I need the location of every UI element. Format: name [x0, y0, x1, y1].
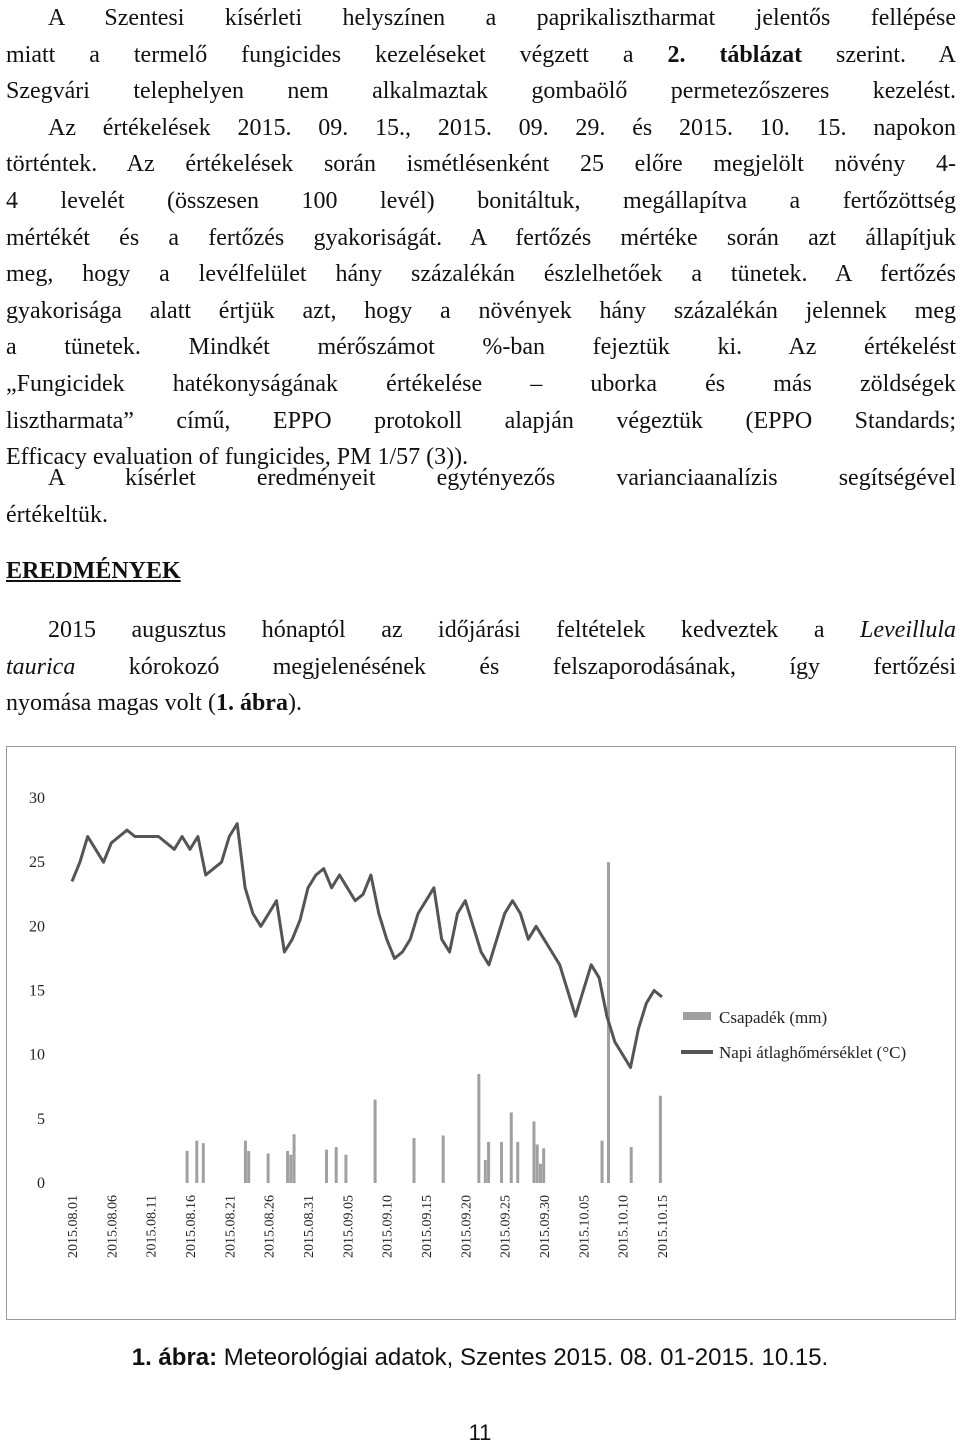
y-tick-label: 15: [29, 982, 45, 1000]
precipitation-bar: [286, 1151, 289, 1183]
x-axis: [66, 1195, 671, 1258]
precipitation-bar: [659, 1096, 662, 1183]
precipitation-bar: [487, 1142, 490, 1183]
precipitation-bar: [325, 1150, 328, 1183]
precipitation-bar: [532, 1121, 535, 1183]
text-run: gyakorisága alatt értjük azt, hogy a növények hány százalékán jelennek meg: [6, 297, 956, 324]
temperature-line-group: [72, 824, 662, 1068]
y-tick-label: 0: [37, 1175, 45, 1192]
text-run: Szegvári telephelyen nem alkalmaztak gombaölő permetezőszeres kezelést.: [6, 78, 956, 105]
y-tick-label: 20: [29, 918, 45, 936]
text-run: 4 levelét (összesen 100 levél) bonitáltuk, megállapítva a fertőzöttség: [6, 187, 956, 214]
text-run: mértékét és a fertőzés gyakoriságát. A fertőzés mértéke során azt állapítjuk: [6, 224, 956, 251]
text-line: [6, 293, 956, 330]
x-tick-label: 2015.08.21: [223, 1195, 239, 1258]
x-tick-label: 2015.08.16: [184, 1195, 199, 1258]
x-tick-label: 2015.09.05: [341, 1195, 357, 1258]
x-tick-label: 2015.10.15: [656, 1195, 671, 1258]
precipitation-bar: [247, 1151, 250, 1183]
precipitation-bar: [484, 1160, 487, 1183]
text-line: [6, 366, 956, 403]
x-tick-label: 2015.09.30: [538, 1195, 553, 1258]
text-run: Az értékelések 2015. 09. 15., 2015. 09. 29. és 2015. 10. 15. napokon: [48, 114, 956, 141]
italic-species-epithet: taurica: [6, 653, 76, 680]
precipitation-bar: [195, 1141, 198, 1183]
paragraph-analysis: [6, 460, 956, 533]
text-line: [6, 403, 956, 440]
precipitation-bars: [186, 862, 662, 1183]
text-run: meg, hogy a levélfelület hány százalékán észlelhetőek a tünetek. A fertőzés: [6, 261, 956, 288]
figure-reference: 1. ábra: [215, 690, 288, 717]
text-line: [6, 183, 956, 220]
precipitation-bar: [539, 1164, 542, 1183]
text-line: [6, 73, 956, 110]
text-run: „Fungicidek hatékonyságának értékelése – uborka és más zöldségek: [6, 370, 956, 397]
text-run: lisztharmata” című, EPPO protokoll alapján végeztük (EPPO Standards;: [6, 407, 956, 434]
y-tick-label: 25: [29, 854, 45, 872]
x-tick-label: 2015.10.10: [616, 1195, 632, 1258]
text-run: A kísérlet eredményeit egytényezős varianciaanalízis segítségével: [48, 465, 956, 491]
figure-caption: [0, 1344, 960, 1372]
page-number: 11: [468, 1420, 492, 1445]
text-line: [6, 146, 956, 183]
text-run: nyomása magas volt (: [6, 690, 216, 717]
text-run: A Szentesi kísérleti helyszínen a paprikalisztharmat jelentős fellépése: [48, 5, 956, 31]
text-run: ).: [287, 690, 302, 717]
text-run: kórokozó megjelenésének és felszaporodásának, így fertőzési: [75, 653, 956, 680]
chart-legend: [681, 1008, 906, 1062]
section-heading: EREDMÉNYEK: [6, 558, 181, 584]
x-tick-label: 2015.09.25: [498, 1195, 514, 1258]
text-line: [6, 37, 956, 74]
precipitation-bar: [500, 1142, 503, 1183]
text-line: [6, 497, 956, 534]
precipitation-bar: [267, 1153, 270, 1183]
precipitation-bar: [516, 1142, 519, 1183]
precipitation-bar: [536, 1145, 539, 1184]
x-tick-label: 2015.09.10: [380, 1195, 396, 1258]
precipitation-bar: [244, 1141, 247, 1183]
x-tick-label: 2015.08.31: [302, 1195, 317, 1258]
paragraph-results: [6, 612, 956, 722]
legend-precip-swatch: [683, 1012, 711, 1020]
text-run: a tünetek. Mindkét mérőszámot %-ban fejeztük ki. Az értékelést: [6, 334, 956, 361]
x-tick-label: 2015.09.15: [420, 1195, 435, 1258]
legend-temp-label: Napi átlaghőmérséklet (°C): [719, 1043, 907, 1062]
text-line: [6, 0, 956, 37]
figure-caption-text: Meteorológiai adatok, Szentes 2015. 08. 01-2015. 10.15.: [217, 1344, 829, 1371]
x-tick-label: 2015.08.26: [262, 1195, 278, 1258]
text-run: szerint. A: [802, 41, 956, 68]
precipitation-bar: [477, 1074, 480, 1183]
text-run: Efficacy evaluation of fungicides, PM 1/57 (3)).: [6, 444, 469, 471]
precipitation-bar: [601, 1141, 604, 1183]
precipitation-bar: [186, 1151, 189, 1183]
figure-caption-label: 1. ábra:: [131, 1344, 218, 1371]
precipitation-bar: [335, 1147, 338, 1183]
precipitation-bar: [442, 1136, 445, 1183]
text-line: [6, 256, 956, 293]
precipitation-bar: [630, 1147, 633, 1183]
y-tick-label: 5: [37, 1110, 45, 1128]
text-run: értékeltük.: [6, 501, 108, 528]
precipitation-bar: [413, 1138, 416, 1183]
x-tick-label: 2015.09.20: [459, 1195, 475, 1258]
text-line: [6, 110, 956, 147]
precipitation-bar: [293, 1134, 296, 1183]
y-tick-label: 10: [29, 1046, 45, 1064]
precipitation-bar: [202, 1143, 205, 1183]
text-run: miatt a termelő fungicides kezeléseket végzett a: [6, 41, 668, 68]
precipitation-bar: [289, 1155, 292, 1183]
text-run: történtek. Az értékelések során ismétlésenként 25 előre megjelölt növény 4-: [6, 151, 956, 178]
x-tick-label: 2015.10.05: [577, 1195, 593, 1258]
x-tick-label: 2015.08.01: [66, 1195, 81, 1258]
legend-precip-label: Csapadék (mm): [719, 1008, 828, 1027]
text-line: [6, 220, 956, 257]
text-line: [6, 649, 956, 686]
text-line: [6, 612, 956, 649]
weather-chart-svg: [7, 747, 955, 1319]
precipitation-bar: [374, 1100, 377, 1183]
x-tick-label: 2015.08.06: [105, 1195, 121, 1258]
x-tick-label: 2015.08.11: [144, 1195, 160, 1258]
table-reference: 2. táblázat: [667, 41, 803, 68]
weather-chart: [6, 746, 956, 1320]
precipitation-bar: [344, 1155, 347, 1183]
y-axis: [29, 790, 45, 1192]
precipitation-bar: [510, 1112, 513, 1183]
paragraph-methods: [6, 0, 956, 476]
text-line: [6, 460, 956, 497]
italic-species-genus: Leveillula: [860, 617, 956, 643]
text-run: 2015 augusztus hónaptól az időjárási feltételek kedveztek a: [48, 617, 861, 643]
y-tick-label: 30: [29, 790, 45, 807]
precipitation-bar: [542, 1148, 545, 1183]
text-line: [6, 685, 956, 722]
text-line: [6, 329, 956, 366]
temperature-line: [72, 824, 662, 1068]
